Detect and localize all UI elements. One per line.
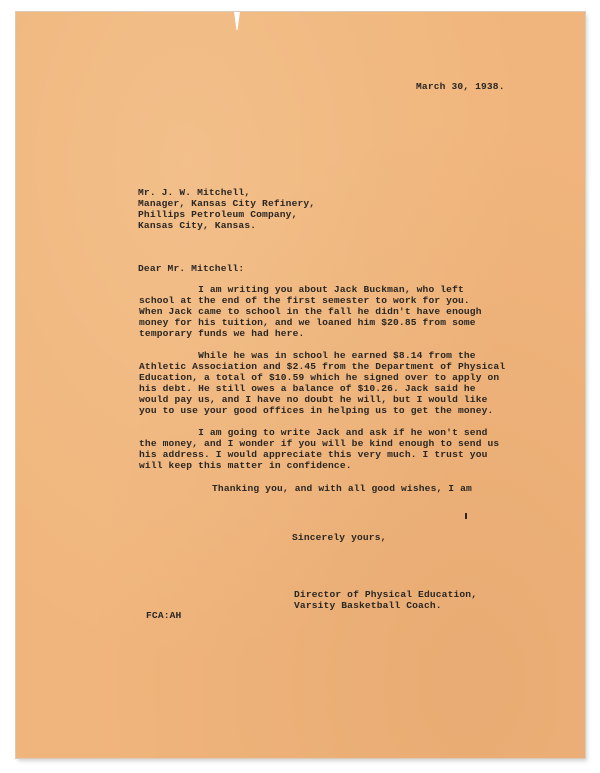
letter-page — [16, 12, 585, 758]
paragraph-1-line: school at the end of the first semester to work for you. — [139, 295, 470, 306]
paragraph-2-line: Education, a total of $10.59 which he signed over to apply on — [139, 372, 500, 383]
ink-mark — [465, 513, 467, 519]
paragraph-1-line: I am writing you about Jack Buckman, who left — [139, 284, 464, 295]
recipient-line: Mr. J. W. Mitchell, — [138, 187, 251, 198]
paragraph-2-line: While he was in school he earned $8.14 from the — [139, 350, 476, 361]
staple-notch — [232, 12, 242, 30]
recipient-line: Phillips Petroleum Company, — [138, 209, 298, 220]
paragraph-3-line: I am going to write Jack and ask if he won't send — [139, 427, 488, 438]
closing-line: Thanking you, and with all good wishes, I am — [212, 483, 472, 494]
paragraph-2-line: his debt. He still owes a balance of $10.26. Jack said he — [139, 383, 476, 394]
paragraph-2-line: would pay us, and I have no doubt he will, but I would like — [139, 394, 488, 405]
paragraph-1-line: temporary funds we had here. — [139, 328, 305, 339]
paragraph-2-line: Athletic Association and $2.45 from the Department of Physical — [139, 361, 506, 372]
paragraph-2-line: you to use your good offices in helping us to get the money. — [139, 405, 494, 416]
salutation: Dear Mr. Mitchell: — [138, 263, 245, 274]
signature-title-line: Varsity Basketball Coach. — [294, 600, 442, 611]
reference-initials: FCA:AH — [146, 610, 182, 621]
paragraph-1-line: When Jack came to school in the fall he didn't have enough — [139, 306, 482, 317]
letter-date: March 30, 1938. — [416, 81, 505, 92]
valediction: Sincerely yours, — [292, 532, 387, 543]
paragraph-3-line: will keep this matter in confidence. — [139, 460, 352, 471]
recipient-line: Kansas City, Kansas. — [138, 220, 257, 231]
paragraph-3-line: his address. I would appreciate this very much. I trust you — [139, 449, 488, 460]
paragraph-3-line: the money, and I wonder if you will be kind enough to send us — [139, 438, 500, 449]
recipient-line: Manager, Kansas City Refinery, — [138, 198, 316, 209]
signature-title-line: Director of Physical Education, — [294, 589, 478, 600]
paragraph-1-line: money for his tuition, and we loaned him $20.85 from some — [139, 317, 476, 328]
